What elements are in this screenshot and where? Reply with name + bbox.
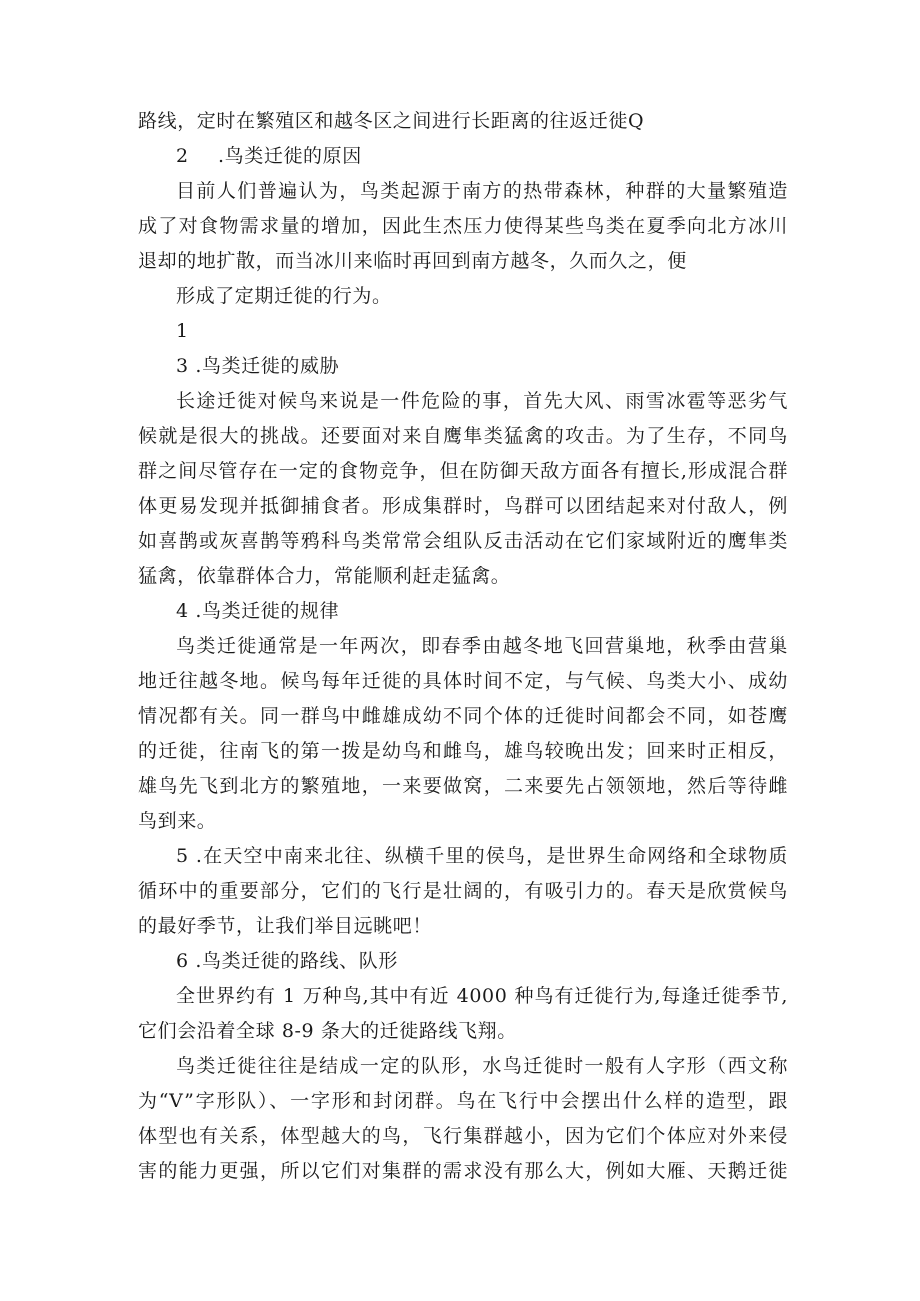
text-line: 鸟类迁徙往往是结成一定的队形，水鸟迁徙时一般有人字形（西文称: [176, 1055, 788, 1077]
text-line: 猛禽，依靠群体合力，常能顺利赶走猛禽。: [138, 565, 511, 587]
text-line: 群之间尽管存在一定的食物竞争，但在防御天敌方面各有擅长,形成混合群: [138, 460, 788, 482]
text-line: 为“V”字形队）、一字形和封闭群。鸟在飞行中会摆出什么样的造型，跟: [138, 1090, 788, 1112]
text-line: 鸟到来。: [138, 810, 217, 832]
text-line: 鸟类迁徙通常是一年两次，即春季由越冬地飞回营巢地，秋季由营巢: [176, 635, 788, 657]
text-line: 3 .鸟类迁徙的威胁: [176, 355, 340, 377]
text-line: 的迁徙，往南飞的第一拨是幼鸟和雌鸟，雄鸟较晚出发；回来时正相反，: [138, 740, 788, 762]
text-line: 体型也有关系，体型越大的鸟，飞行集群越小，因为它们个体应对外来侵: [138, 1125, 788, 1147]
text-line: 全世界约有 1 万种鸟,其中有近 4000 种鸟有迁徙行为,每逢迁徙季节,: [176, 985, 788, 1007]
text-line: 体更易发现并抵御捕食者。形成集群时，鸟群可以团结起来对付敌人，例: [138, 495, 788, 517]
text-line: 的最好季节，让我们举目远眺吧！: [138, 915, 433, 937]
section-heading: [138, 139, 788, 174]
text-line: 情况都有关。同一群鸟中雌雄成幼不同个体的迁徙时间都会不同，如苍鹰: [138, 705, 788, 727]
heading-number: 2: [176, 145, 189, 167]
text-line: 候就是很大的挑战。还要面对来自鹰隼类猛禽的攻击。为了生存，不同鸟: [138, 425, 788, 447]
text-line: 害的能力更强，所以它们对集群的需求没有那么大，例如大雁、天鹅迁徙: [138, 1160, 788, 1182]
text-line: 如喜鹊或灰喜鹊等鸦科鸟类常常会组队反击活动在它们家域附近的鹰隼类: [138, 530, 788, 552]
text-line: 路线，定时在繁殖区和越冬区之间进行长距离的往返迁徙Q: [138, 110, 645, 132]
text-line: 6 .鸟类迁徙的路线、队形: [176, 950, 398, 972]
text-line: 长途迁徙对候鸟来说是一件危险的事，首先大风、雨雪冰雹等恶劣气: [176, 390, 788, 412]
text-line: 5 .在天空中南来北往、纵横千里的侯鸟，是世界生命网络和全球物质: [176, 845, 788, 867]
text-line: 地迁往越冬地。候鸟每年迁徙的具体时间不定，与气候、鸟类大小、成幼: [138, 670, 788, 692]
text-line: 退却的地扩散，而当冰川来临时再回到南方越冬，久而久之，便: [138, 250, 687, 272]
text-line: 形成了定期迁徙的行为。: [176, 285, 392, 307]
text-line: 它们会沿着全球 8-9 条大的迁徙路线飞翔。: [138, 1020, 517, 1042]
document-page: [138, 104, 788, 1189]
heading-title: .鸟类迁徙的原因: [218, 145, 362, 167]
text-line: 目前人们普遍认为，鸟类起源于南方的热带森林，种群的大量繁殖造: [176, 180, 788, 202]
text-line: 4 .鸟类迁徙的规律: [176, 600, 340, 622]
text-line: 雄鸟先飞到北方的繁殖地，一来要做窝，二来要先占领领地，然后等待雌: [138, 775, 788, 797]
text-line: 1: [176, 320, 189, 342]
text-line: 循环中的重要部分，它们的飞行是壮阔的，有吸引力的。春天是欣赏候鸟: [138, 880, 788, 902]
text-line: 成了对食物需求量的增加，因此生杰压力使得某些鸟类在夏季向北方冰川: [138, 215, 788, 237]
